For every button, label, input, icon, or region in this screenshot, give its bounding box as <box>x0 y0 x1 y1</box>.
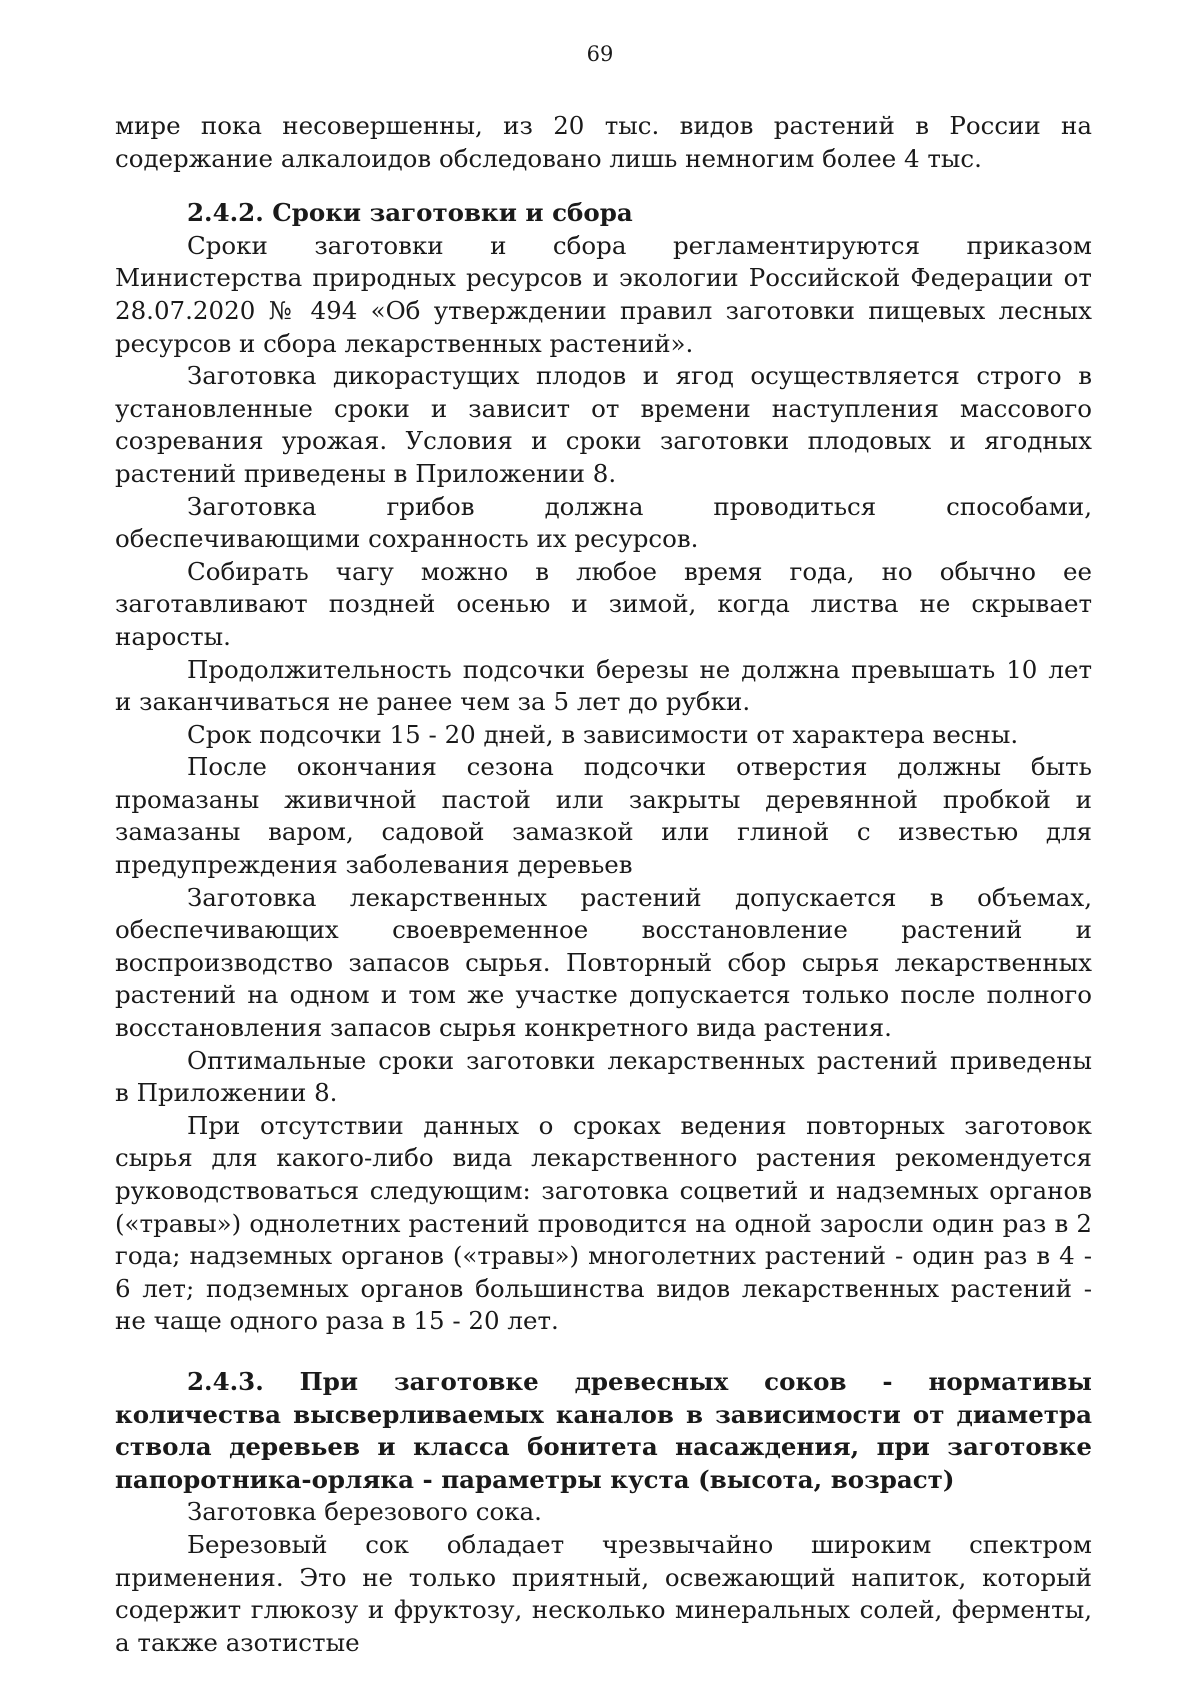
paragraph-regulation: Сроки заготовки и сбора регламентируются приказом Министерства природных ресурсов и экологии Российской Федерации от 28.07.2020 № 494 «Об утверждении правил заготовки пищевых лесных ресурсов и сбора лекарственных растений». <box>115 230 1092 358</box>
paragraph-tapping-duration: Продолжительность подсочки березы не должна превышать 10 лет и заканчиваться не ранее чем за 5 лет до рубки. <box>115 654 1092 717</box>
page-body <box>115 110 1092 1659</box>
paragraph-birch-sap-title: Заготовка березового сока. <box>187 1497 542 1527</box>
paragraph-mushrooms: Заготовка грибов должна проводиться способами, обеспечивающими сохранность их ресурсов. <box>115 491 1092 554</box>
paragraph-after-season: После окончания сезона подсочки отверстия должны быть промазаны живичной пастой или закрыты деревянной пробкой и замазаны варом, садовой замазкой или глиной с известью для предупреждения заболевания деревьев <box>115 752 1092 880</box>
section-heading-2-4-2: 2.4.2. Сроки заготовки и сбора <box>187 198 633 228</box>
section-heading-2-4-3: 2.4.3. При заготовке древесных соков - нормативы количества высверливаемых каналов в зависимости от диаметра ствола деревьев и класса бонитета насаждения, при заготовке папоротника-орляка - параметры куста (высота, возраст) <box>115 1366 1092 1494</box>
paragraph-tapping-term: Срок подсочки 15 - 20 дней, в зависимости от характера весны. <box>187 719 1019 749</box>
paragraph-medicinal-volumes: Заготовка лекарственных растений допускается в объемах, обеспечивающих своевременное восстановление растений и воспроизводство запасов сырья. Повторный сбор сырья лекарственных растений на одном и том же участке допускается только после полного восстановления запасов сырья конкретного вида растения. <box>115 882 1092 1043</box>
continuation-paragraph: мире пока несовершенны, из 20 тыс. видов растений в России на содержание алкалоидов обследовано лишь немногим более 4 тыс. <box>115 111 1092 173</box>
paragraph-chaga: Собирать чагу можно в любое время года, но обычно ее заготавливают поздней осенью и зимой, когда листва не скрывает наросты. <box>115 556 1092 651</box>
paragraph-berries: Заготовка дикорастущих плодов и ягод осуществляется строго в установленные сроки и зависит от времени наступления массового созревания урожая. Условия и сроки заготовки плодовых и ягодных растений приведены в Приложении 8. <box>115 361 1092 488</box>
paragraph-optimal-terms: Оптимальные сроки заготовки лекарственных растений приведены в Приложении 8. <box>115 1045 1092 1108</box>
paragraph-birch-sap-uses: Березовый сок обладает чрезвычайно широким спектром применения. Это не только приятный, освежающий напиток, который содержит глюкозу и фруктозу, несколько минеральных солей, ферменты, а также азотистые <box>115 1529 1092 1657</box>
page-number: 69 <box>586 42 614 66</box>
paragraph-repeat-harvest: При отсутствии данных о сроках ведения повторных заготовок сырья для какого-либо вида лекарственного растения рекомендуется руководствоваться следующим: заготовка соцветий и надземных органов («травы») однолетних растений проводится на одной заросли один раз в 2 года; надземных органов («травы») многолетних растений - один раз в 4 - 6 лет; подземных органов большинства видов лекарственных растений - не чаще одного раза в 15 - 20 лет. <box>115 1110 1092 1336</box>
spacer <box>115 1338 1092 1366</box>
spacer <box>115 175 1092 197</box>
